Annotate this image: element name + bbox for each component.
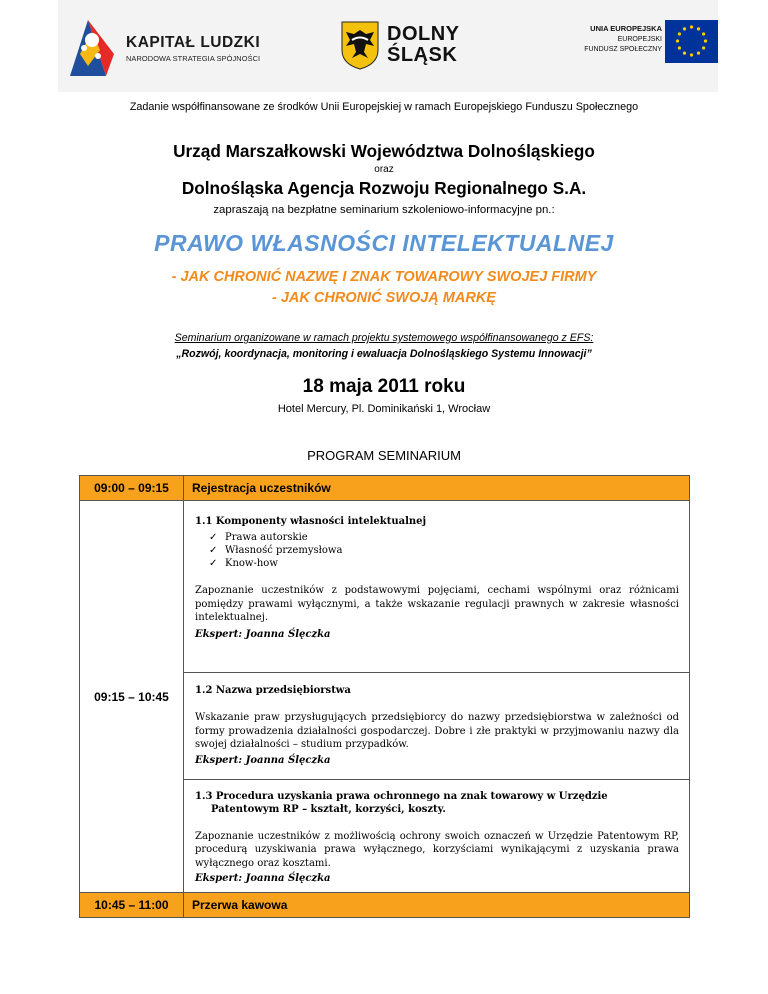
- coat-of-arms-eagle-icon: [340, 20, 380, 70]
- eu-esf-logo: [568, 20, 718, 70]
- session-1-checklist: [209, 531, 679, 570]
- session-1-block: [184, 501, 690, 673]
- organizer-office: Urząd Marszałkowski Województwa Dolnośląskiego: [173, 141, 595, 161]
- kapital-ludzki-emblem-icon: [62, 14, 122, 78]
- conjunction-oraz: oraz: [374, 164, 394, 175]
- dolny-slask-line-2: ŚLĄSK: [387, 44, 458, 66]
- organized-note-text: Seminarium organizowane w ramach projektu systemowego współfinansowanego z EFS:: [174, 332, 594, 344]
- cofinancing-note: Zadanie współfinansowane ze środków Unii Europejskiej w ramach Europejskiego Funduszu Społecznego: [129, 101, 639, 113]
- seminar-title: PRAWO WŁASNOŚCI INTELEKTUALNEJ: [154, 230, 614, 256]
- session-3-title-line-2: Patentowym RP – kształt, korzyści, koszty.: [211, 804, 446, 816]
- session-3-expert: Ekspert: Joanna Ślęczka: [195, 873, 331, 885]
- schedule-row-registration: [80, 476, 690, 501]
- session-1-title: 1.1 Komponenty własności intelektualnej: [195, 516, 427, 527]
- checklist-item: ✓ Know-how: [209, 557, 679, 570]
- seminar-subtitle-2: - JAK CHRONIĆ SWOJĄ MARKĘ: [272, 290, 496, 306]
- invitation-text: zapraszają na bezpłatne seminarium szkoleniowo-informacyjne pn.:: [213, 204, 555, 216]
- session-2-description: Wskazanie praw przysługujących przedsiębiorcy do nazwy przedsiębiorstwa w zależności od formy prowadzenia działalności gospodarczej. Dobre i złe praktyki w przyjmowaniu nazwy dla swojej działalności – studium przypadków.: [195, 712, 679, 751]
- break-label: Przerwa kawowa: [184, 893, 690, 918]
- dolny-slask-line-1: DOLNY: [387, 23, 460, 45]
- schedule-table: [79, 475, 690, 918]
- session-1-description: Zapoznanie uczestników z podstawowymi pojęciami, cechami wspólnymi oraz różnicami pomiędzy prawami wyłącznymi, a także wskazanie regulacji prawnych w zakresie własności intelektualnej.: [195, 585, 679, 624]
- eu-logo-line-3: FUNDUSZ SPOŁECZNY: [584, 46, 662, 53]
- project-name: „Rozwój, koordynacja, monitoring i ewaluacja Dolnośląskiego Systemu Innowacji”: [176, 348, 592, 360]
- session-2-block: [184, 673, 690, 780]
- organizer-agency: Dolnośląska Agencja Rozwoju Regionalnego S.A.: [181, 178, 587, 198]
- session-3-block: [184, 780, 690, 893]
- organized-note: [0, 332, 768, 344]
- registration-time: 09:00 – 09:15: [80, 476, 184, 501]
- session-3-title-line-1: 1.3 Procedura uzyskania prawa ochronnego na znak towarowy w Urzędzie: [195, 791, 608, 802]
- schedule-row-break: [80, 893, 690, 918]
- main-session-time: 09:15 – 10:45: [80, 501, 184, 893]
- eu-flag-icon: [665, 20, 718, 63]
- kapital-ludzki-name: KAPITAŁ LUDZKI: [126, 34, 261, 51]
- schedule-row-session-1: [80, 501, 690, 673]
- session-2-expert: Ekspert: Joanna Ślęczka: [195, 754, 331, 766]
- dolny-slask-name: [387, 24, 460, 66]
- kapital-ludzki-subtitle: NARODOWA STRATEGIA SPÓJNOŚCI: [126, 54, 261, 63]
- seminar-venue: Hotel Mercury, Pl. Dominikański 1, Wrocław: [277, 403, 491, 415]
- session-3-title: [195, 790, 679, 817]
- eu-logo-line-1: UNIA EUROPEJSKA: [590, 24, 662, 33]
- registration-label: Rejestracja uczestników: [184, 476, 690, 501]
- eu-logo-text: [584, 24, 662, 56]
- kapital-ludzki-logo: [62, 14, 282, 78]
- session-3-description: Zapoznanie uczestników z możliwością ochrony swoich oznaczeń w Urzędzie Patentowym RP, procedurą uzyskiwania prawa wyłącznego, korzyściami wynikającymi z uzyskania prawa wyłącznego oraz kosztami.: [195, 830, 679, 869]
- session-1-expert: Ekspert: Joanna Ślęczka: [195, 628, 331, 640]
- program-heading: PROGRAM SEMINARIUM: [307, 448, 461, 463]
- dolny-slask-logo: [340, 18, 490, 74]
- checklist-item: ✓ Prawa autorskie: [209, 531, 679, 544]
- session-2-title: 1.2 Nazwa przedsiębiorstwa: [195, 685, 351, 696]
- checklist-item: ✓ Własność przemysłowa: [209, 544, 679, 557]
- eu-logo-line-2: EUROPEJSKI: [617, 35, 662, 43]
- seminar-date: 18 maja 2011 roku: [302, 376, 466, 397]
- seminar-subtitle-1: - JAK CHRONIĆ NAZWĘ I ZNAK TOWAROWY SWOJEJ FIRMY: [171, 269, 597, 285]
- break-time: 10:45 – 11:00: [80, 893, 184, 918]
